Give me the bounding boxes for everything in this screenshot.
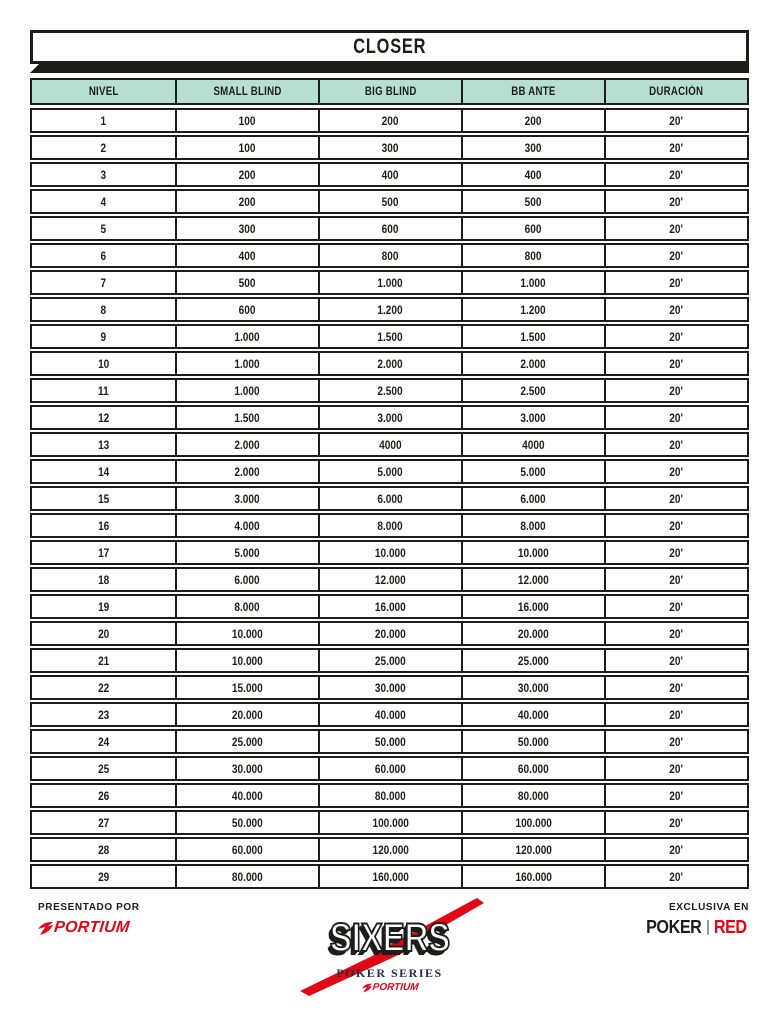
table-row <box>30 189 749 214</box>
cell-big-blind: 5.000 <box>318 461 461 482</box>
table-row <box>30 621 749 646</box>
cell-duracion: 20' <box>604 218 747 239</box>
cell-small-blind: 1.000 <box>175 380 318 401</box>
table-row <box>30 216 749 241</box>
cell-nivel: 17 <box>97 545 110 560</box>
cell-small-blind: 1.000 <box>175 353 318 374</box>
cell-nivel: 8 <box>100 302 107 317</box>
cell-duracion: 20' <box>604 461 747 482</box>
sixers-logo-text: SIXERS <box>329 916 450 960</box>
cell-bb-ante: 120.000 <box>461 839 604 860</box>
cell-bb-ante: 16.000 <box>461 596 604 617</box>
cell-big-blind: 3.000 <box>318 407 461 428</box>
cell-nivel: 15 <box>97 491 110 506</box>
cell-big-blind: 25.000 <box>318 650 461 671</box>
cell-big-blind: 4000 <box>318 434 461 455</box>
header-cell-bb-ante <box>461 80 604 103</box>
cell-bb-ante: 60.000 <box>461 758 604 779</box>
cell-small-blind: 40.000 <box>175 785 318 806</box>
cell-big-blind: 16.000 <box>318 596 461 617</box>
cell-nivel: 22 <box>97 680 110 695</box>
cell-big-blind: 300 <box>318 137 461 158</box>
header-cell-big-blind <box>318 80 461 103</box>
blind-structure-table <box>30 78 749 891</box>
cell-nivel: 14 <box>97 464 110 479</box>
cell-bb-ante: 5.000 <box>461 461 604 482</box>
cell-bb-ante: 800 <box>461 245 604 266</box>
table-body <box>30 108 749 891</box>
cell-big-blind: 800 <box>318 245 461 266</box>
table-row <box>30 594 749 619</box>
cell-bb-ante: 8.000 <box>461 515 604 536</box>
cell-nivel: 10 <box>97 356 110 371</box>
title-box <box>30 30 749 64</box>
table-row <box>30 648 749 673</box>
cell-small-blind: 25.000 <box>175 731 318 752</box>
cell-big-blind: 10.000 <box>318 542 461 563</box>
sportium-s-icon <box>361 983 372 993</box>
sixers-brand-text: PORTIUM <box>371 982 419 993</box>
cell-bb-ante: 400 <box>461 164 604 185</box>
cell-small-blind: 10.000 <box>175 650 318 671</box>
table-row <box>30 729 749 754</box>
cell-big-blind: 60.000 <box>318 758 461 779</box>
cell-duracion: 20' <box>604 731 747 752</box>
cell-bb-ante: 1.500 <box>461 326 604 347</box>
cell-bb-ante: 200 <box>461 110 604 131</box>
cell-nivel: 18 <box>97 572 110 587</box>
cell-duracion: 20' <box>604 677 747 698</box>
cell-small-blind: 1.000 <box>175 326 318 347</box>
table-row <box>30 459 749 484</box>
sportium-logo-text: PORTIUM <box>53 919 131 936</box>
cell-duracion: 20' <box>604 380 747 401</box>
cell-big-blind: 160.000 <box>318 866 461 887</box>
table-row <box>30 837 749 862</box>
sixers-logo-block <box>295 896 485 1000</box>
cell-nivel: 1 <box>100 113 107 128</box>
cell-big-blind: 20.000 <box>318 623 461 644</box>
cell-small-blind: 10.000 <box>175 623 318 644</box>
header-label-small-blind: SMALL BLIND <box>213 85 282 98</box>
cell-big-blind: 1.500 <box>318 326 461 347</box>
cell-nivel: 19 <box>97 599 110 614</box>
cell-small-blind: 200 <box>175 164 318 185</box>
pokerred-red-text: RED <box>714 917 748 937</box>
cell-duracion: 20' <box>604 812 747 833</box>
cell-small-blind: 8.000 <box>175 596 318 617</box>
presented-by-label: PRESENTADO POR <box>38 902 140 913</box>
cell-big-blind: 6.000 <box>318 488 461 509</box>
header-label-big-blind: BIG BLIND <box>364 85 417 98</box>
table-row <box>30 486 749 511</box>
cell-big-blind: 200 <box>318 110 461 131</box>
cell-nivel: 5 <box>100 221 107 236</box>
title-shadow-bar <box>30 64 749 73</box>
cell-bb-ante: 160.000 <box>461 866 604 887</box>
cell-big-blind: 2.000 <box>318 353 461 374</box>
cell-bb-ante: 50.000 <box>461 731 604 752</box>
sixers-subtitle: POKER SERIES <box>336 966 443 980</box>
cell-small-blind: 2.000 <box>175 434 318 455</box>
sixers-brand <box>294 982 485 993</box>
pokerred-divider <box>707 920 709 935</box>
presented-by-block <box>38 902 140 937</box>
cell-nivel: 13 <box>97 437 110 452</box>
cell-duracion: 20' <box>604 326 747 347</box>
cell-duracion: 20' <box>604 488 747 509</box>
cell-nivel: 27 <box>97 815 110 830</box>
cell-big-blind: 80.000 <box>318 785 461 806</box>
cell-duracion: 20' <box>604 191 747 212</box>
cell-duracion: 20' <box>604 569 747 590</box>
cell-bb-ante: 4000 <box>461 434 604 455</box>
cell-small-blind: 1.500 <box>175 407 318 428</box>
table-row <box>30 513 749 538</box>
cell-small-blind: 3.000 <box>175 488 318 509</box>
cell-nivel: 12 <box>97 410 110 425</box>
table-row <box>30 324 749 349</box>
cell-duracion: 20' <box>604 515 747 536</box>
header-cell-small-blind <box>175 80 318 103</box>
cell-duracion: 20' <box>604 137 747 158</box>
exclusive-label: EXCLUSIVA EN <box>669 902 749 913</box>
cell-nivel: 3 <box>100 167 107 182</box>
cell-nivel: 9 <box>100 329 107 344</box>
cell-nivel: 29 <box>97 869 110 884</box>
cell-small-blind: 15.000 <box>175 677 318 698</box>
header-label-nivel: NIVEL <box>88 85 119 98</box>
cell-small-blind: 2.000 <box>175 461 318 482</box>
cell-big-blind: 2.500 <box>318 380 461 401</box>
cell-small-blind: 200 <box>175 191 318 212</box>
exclusive-block <box>643 902 749 938</box>
cell-nivel: 28 <box>97 842 110 857</box>
cell-duracion: 20' <box>604 164 747 185</box>
cell-duracion: 20' <box>604 704 747 725</box>
cell-duracion: 20' <box>604 434 747 455</box>
table-row <box>30 540 749 565</box>
cell-big-blind: 120.000 <box>318 839 461 860</box>
table-row <box>30 270 749 295</box>
cell-bb-ante: 1.000 <box>461 272 604 293</box>
cell-nivel: 26 <box>97 788 110 803</box>
cell-small-blind: 60.000 <box>175 839 318 860</box>
cell-duracion: 20' <box>604 272 747 293</box>
header-cell-nivel <box>32 80 175 103</box>
cell-duracion: 20' <box>604 299 747 320</box>
cell-duracion: 20' <box>604 353 747 374</box>
cell-nivel: 7 <box>100 275 107 290</box>
cell-big-blind: 500 <box>318 191 461 212</box>
cell-bb-ante: 300 <box>461 137 604 158</box>
cell-bb-ante: 12.000 <box>461 569 604 590</box>
cell-bb-ante: 500 <box>461 191 604 212</box>
cell-duracion: 20' <box>604 407 747 428</box>
table-row <box>30 432 749 457</box>
table-header-row <box>30 78 749 105</box>
table-row <box>30 675 749 700</box>
cell-small-blind: 100 <box>175 110 318 131</box>
cell-small-blind: 50.000 <box>175 812 318 833</box>
table-row <box>30 756 749 781</box>
cell-duracion: 20' <box>604 785 747 806</box>
cell-bb-ante: 20.000 <box>461 623 604 644</box>
table-row <box>30 702 749 727</box>
cell-nivel: 16 <box>97 518 110 533</box>
cell-big-blind: 12.000 <box>318 569 461 590</box>
cell-bb-ante: 2.500 <box>461 380 604 401</box>
cell-small-blind: 500 <box>175 272 318 293</box>
table-row <box>30 783 749 808</box>
cell-nivel: 11 <box>98 383 109 398</box>
cell-big-blind: 600 <box>318 218 461 239</box>
cell-duracion: 20' <box>604 596 747 617</box>
cell-big-blind: 1.000 <box>318 272 461 293</box>
cell-small-blind: 30.000 <box>175 758 318 779</box>
pokerred-logo <box>643 917 749 938</box>
cell-duracion: 20' <box>604 839 747 860</box>
cell-duracion: 20' <box>604 110 747 131</box>
header-cell-duracion <box>604 80 747 103</box>
cell-bb-ante: 6.000 <box>461 488 604 509</box>
cell-big-blind: 400 <box>318 164 461 185</box>
table-row <box>30 162 749 187</box>
cell-bb-ante: 25.000 <box>461 650 604 671</box>
cell-big-blind: 40.000 <box>318 704 461 725</box>
header-label-duracion: DURACIÓN <box>649 85 704 98</box>
sixers-logo <box>295 896 485 1000</box>
cell-bb-ante: 40.000 <box>461 704 604 725</box>
cell-big-blind: 30.000 <box>318 677 461 698</box>
cell-small-blind: 100 <box>175 137 318 158</box>
cell-bb-ante: 30.000 <box>461 677 604 698</box>
cell-duracion: 20' <box>604 758 747 779</box>
sportium-s-icon <box>37 921 54 936</box>
table-row <box>30 567 749 592</box>
table-row <box>30 351 749 376</box>
cell-duracion: 20' <box>604 866 747 887</box>
cell-bb-ante: 10.000 <box>461 542 604 563</box>
cell-bb-ante: 3.000 <box>461 407 604 428</box>
sportium-logo <box>37 919 140 937</box>
header-label-bb-ante: BB ANTE <box>511 85 556 98</box>
page-title: CLOSER <box>353 35 426 58</box>
cell-small-blind: 5.000 <box>175 542 318 563</box>
table-row <box>30 243 749 268</box>
table-row <box>30 405 749 430</box>
cell-nivel: 2 <box>100 140 107 155</box>
cell-bb-ante: 2.000 <box>461 353 604 374</box>
cell-small-blind: 80.000 <box>175 866 318 887</box>
cell-big-blind: 100.000 <box>318 812 461 833</box>
cell-small-blind: 20.000 <box>175 704 318 725</box>
cell-duracion: 20' <box>604 542 747 563</box>
cell-small-blind: 4.000 <box>175 515 318 536</box>
cell-nivel: 20 <box>97 626 110 641</box>
cell-bb-ante: 100.000 <box>461 812 604 833</box>
cell-big-blind: 1.200 <box>318 299 461 320</box>
cell-nivel: 24 <box>97 734 110 749</box>
cell-big-blind: 8.000 <box>318 515 461 536</box>
table-row <box>30 297 749 322</box>
pokerred-poker-text: POKER <box>646 917 702 937</box>
cell-small-blind: 400 <box>175 245 318 266</box>
cell-small-blind: 300 <box>175 218 318 239</box>
cell-bb-ante: 600 <box>461 218 604 239</box>
cell-small-blind: 600 <box>175 299 318 320</box>
cell-big-blind: 50.000 <box>318 731 461 752</box>
cell-nivel: 21 <box>97 653 110 668</box>
cell-nivel: 6 <box>100 248 107 263</box>
cell-bb-ante: 80.000 <box>461 785 604 806</box>
table-row <box>30 378 749 403</box>
cell-bb-ante: 1.200 <box>461 299 604 320</box>
table-row <box>30 135 749 160</box>
cell-nivel: 23 <box>97 707 110 722</box>
cell-nivel: 4 <box>100 194 107 209</box>
table-row <box>30 810 749 835</box>
table-row <box>30 108 749 133</box>
cell-duracion: 20' <box>604 623 747 644</box>
cell-small-blind: 6.000 <box>175 569 318 590</box>
cell-duracion: 20' <box>604 650 747 671</box>
cell-nivel: 25 <box>97 761 110 776</box>
table-row <box>30 864 749 889</box>
cell-duracion: 20' <box>604 245 747 266</box>
